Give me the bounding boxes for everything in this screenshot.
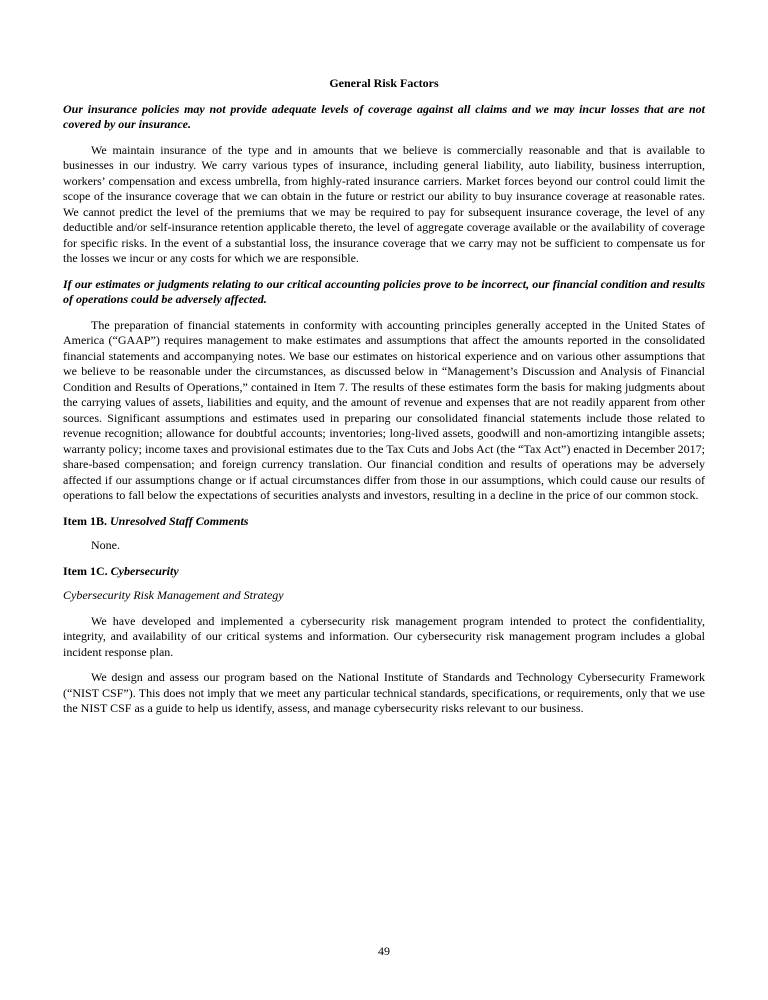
item-1b-label: Item 1B. <box>63 513 110 528</box>
item-1c-heading <box>63 564 705 580</box>
risk-heading-insurance: Our insurance policies may not provide adequate levels of coverage against all claims and we may incur losses that are not covered by our insurance. <box>63 101 705 131</box>
cybersecurity-subheading: Cybersecurity Risk Management and Strategy <box>63 588 284 602</box>
item-1b-heading <box>63 514 705 530</box>
item-1c-title: Cybersecurity <box>110 563 179 578</box>
risk-heading-estimates: If our estimates or judgments relating to our critical accounting policies prove to be incorrect, our financial condition and results of operations could be adversely affected. <box>63 276 705 306</box>
item-1c-label: Item 1C. <box>63 563 111 578</box>
paragraph-estimates: The preparation of financial statements in conformity with accounting principles generally accepted in the United States of America (“GAAP”) requires management to make estimates and assumptions that affect the amounts reported in the consolidated financial statements and accompanying notes. We base our estimates on historical experience and on various other assumptions that we believe to be reasonable under the circumstances, as discussed below in “Management’s Discussion and Analysis of Financial Condition and Results of Operations,” contained in Item 7. The results of these estimates form the basis for making judgments about the carrying values of assets, liabilities and equity, and the amount of revenue and expenses that are not readily apparent from other sources. Significant assumptions and estimates used in preparing our consolidated financial statements include those related to revenue recognition; allowance for doubtful accounts; inventories; long-lived assets, goodwill and non-amortizing intangible assets; warranty policy; income taxes and provisional estimates due to the Tax Cuts and Jobs Act (the “Tax Act”) enacted in December 2017; share-based compensation; and foreign currency translation. Our financial condition and results of operations may be adversely affected if our assumptions change or if actual circumstances differ from those in our assumptions, which could cause our results of operations to fall below the expectations of securities analysts and investors, resulting in a decline in the price of our common stock. <box>63 317 705 502</box>
paragraph-insurance: We maintain insurance of the type and in amounts that we believe is commercially reasonable and that is available to businesses in our industry. We carry various types of insurance, including general liability, auto liability, business interruption, workers’ compensation and excess umbrella, from highly-rated insurance carriers. Market forces beyond our control could limit the scope of the insurance coverage that we can obtain in the future or restrict our ability to buy insurance coverage at reasonable rates. We cannot predict the level of the premiums that we may be required to pay for subsequent insurance coverage, the level of any deductible and/or self-insurance retention applicable thereto, the level of aggregate coverage available or the availability of coverage for specific risks. In the event of a substantial loss, the insurance coverage that we carry may not be sufficient to compensate us for the losses we incur or any costs for which we are responsible. <box>63 142 705 265</box>
item-1b-body: None. <box>91 538 120 552</box>
paragraph-cybersecurity-2: We design and assess our program based on the National Institute of Standards and Technology Cybersecurity Framework (“NIST CSF”). This does not imply that we meet any particular technical standards, specifications, or requirements, only that we use the NIST CSF as a guide to help us identify, assess, and manage cybersecurity risks relevant to our business. <box>63 670 705 715</box>
paragraph-cybersecurity-1: We have developed and implemented a cybersecurity risk management program intended to protect the confidentiality, integrity, and availability of our critical systems and information. Our cybersecurity risk management program includes a global incident response plan. <box>63 613 705 659</box>
page-title: General Risk Factors <box>329 76 439 90</box>
item-1b-title: Unresolved Staff Comments <box>110 513 249 528</box>
page-number: 49 <box>378 944 390 958</box>
